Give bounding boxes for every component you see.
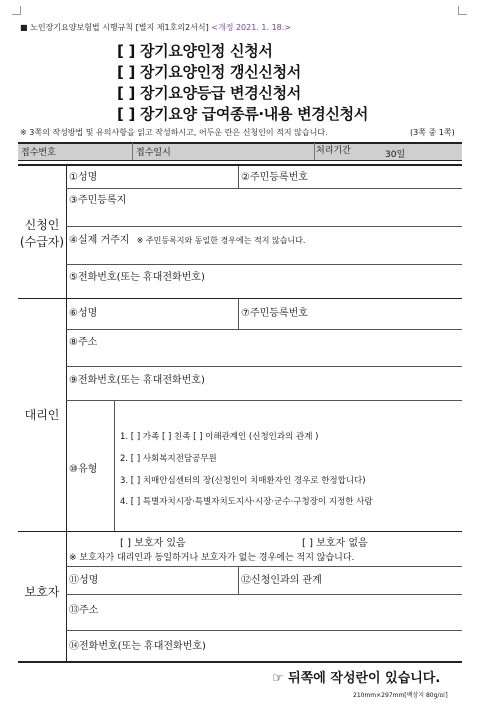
field-divider bbox=[238, 567, 239, 594]
guardian-exists-checkbox[interactable]: [ ] 보호자 있음 bbox=[120, 538, 186, 549]
agent-type-option-designated-person[interactable]: 4. [ ] 특별자치시장·특별자치도지사·시장·군수·구청장이 지정한 사람 bbox=[120, 497, 373, 507]
agent-type-option-family[interactable]: 1. [ ] 가족 [ ] 친족 [ ] 이해관계인 (신청인과의 관계 ) bbox=[120, 432, 319, 442]
agent-type-label: ⑩유형 bbox=[69, 464, 98, 475]
agent-phone-field[interactable]: ⑨전화번호(또는 휴대전화번호) bbox=[69, 375, 205, 386]
receipt-row-border bbox=[18, 160, 462, 161]
applicant-section-subtitle: (수급자) bbox=[19, 235, 65, 249]
applicant-section-label bbox=[18, 217, 66, 251]
instructions-note: ※ 3쪽의 작성방법 및 유의사항을 읽고 작성하시고, 어두운 란은 신청인이 적지 않습니다. bbox=[20, 128, 328, 137]
back-page-note: ☞ 뒤쪽에 작성란이 있습니다. bbox=[272, 671, 441, 686]
guardian-note: ※ 보호자가 대리인과 동일하거나 보호자가 없는 경우에는 적지 않습니다. bbox=[69, 553, 355, 563]
form-header bbox=[20, 22, 291, 33]
row-border bbox=[66, 566, 462, 567]
guardian-relation-field[interactable]: ⑫신청인과의 관계 bbox=[241, 575, 322, 586]
row-border bbox=[66, 594, 462, 595]
applicant-section-title: 신청인 bbox=[24, 218, 60, 232]
applicant-phone-field[interactable]: ⑤전화번호(또는 휴대전화번호) bbox=[69, 272, 205, 283]
revision-date: <개정 2021. 1. 18.> bbox=[211, 23, 292, 32]
row-border bbox=[66, 226, 462, 227]
title-renewal: [ ] 장기요양인정 갱신신청서 bbox=[117, 63, 301, 81]
page-corner-mark bbox=[458, 6, 467, 15]
section-column-divider bbox=[66, 166, 67, 662]
agent-type-option-welfare-official[interactable]: 2. [ ] 사회복지전담공무원 bbox=[120, 454, 217, 464]
agent-rrn-field[interactable]: ⑦주민등록번호 bbox=[241, 308, 308, 319]
row-border bbox=[66, 188, 462, 189]
applicant-rrn-field[interactable]: ②주민등록번호 bbox=[241, 172, 308, 183]
row-border bbox=[66, 329, 462, 330]
receipt-number-label: 접수번호 bbox=[21, 148, 56, 158]
agent-address-field[interactable]: ⑧주소 bbox=[69, 337, 98, 348]
receipt-divider bbox=[314, 143, 315, 160]
page-corner-mark bbox=[12, 6, 21, 15]
title-benefit-change: [ ] 장기요양 급여종류·내용 변경신청서 bbox=[117, 105, 369, 123]
row-border bbox=[66, 630, 462, 631]
section-border bbox=[18, 531, 462, 532]
applicant-registered-address-field[interactable]: ③주민등록지 bbox=[69, 195, 127, 206]
processing-period-value: 30일 bbox=[385, 150, 406, 160]
field-divider bbox=[114, 401, 115, 531]
applicant-actual-address-field[interactable] bbox=[69, 231, 305, 246]
row-border bbox=[66, 400, 462, 401]
agent-type-option-dementia-center[interactable]: 3. [ ] 치매안심센터의 장(신청인이 치매환자인 경우로 한정합니다) bbox=[120, 476, 366, 486]
guardian-phone-field[interactable]: ⑭전화번호(또는 휴대전화번호) bbox=[69, 641, 206, 652]
table-bottom-border bbox=[18, 661, 462, 663]
bullet-square-icon: ■ bbox=[20, 23, 28, 32]
actual-address-note: ※ 주민등록지와 동일한 경우에는 적지 않습니다. bbox=[136, 236, 306, 245]
section-border bbox=[18, 298, 462, 299]
agent-section-label: 대리인 bbox=[24, 408, 60, 422]
field-divider bbox=[238, 166, 239, 188]
receipt-date-label: 접수일시 bbox=[136, 148, 171, 158]
table-top-border bbox=[18, 142, 462, 144]
processing-period-label: 처리기간 bbox=[316, 146, 351, 156]
guardian-none-checkbox[interactable]: [ ] 보호자 없음 bbox=[302, 538, 368, 549]
section-top-border bbox=[18, 164, 462, 166]
guardian-address-field[interactable]: ⑬주소 bbox=[69, 605, 99, 616]
page-count: (3쪽 중 1쪽) bbox=[410, 128, 455, 137]
guardian-section-label: 보호자 bbox=[24, 585, 60, 599]
row-border bbox=[66, 366, 462, 367]
field-divider bbox=[238, 299, 239, 329]
row-border bbox=[66, 264, 462, 265]
applicant-name-field[interactable]: ①성명 bbox=[69, 172, 98, 183]
guardian-name-field[interactable]: ⑪성명 bbox=[69, 575, 99, 586]
agent-name-field[interactable]: ⑥성명 bbox=[69, 308, 98, 319]
actual-address-label: ④실제 거주지 bbox=[69, 235, 130, 246]
title-grade-change: [ ] 장기요양등급 변경신청서 bbox=[117, 84, 301, 102]
title-application: [ ] 장기요양인정 신청서 bbox=[117, 42, 273, 60]
receipt-divider bbox=[132, 143, 133, 160]
paper-size-note: 210mm×297mm[백상지 80g/㎡] bbox=[353, 692, 448, 699]
law-reference: 노인장기요양보험법 시행규칙 [별지 제1호의2서식] bbox=[30, 23, 209, 32]
